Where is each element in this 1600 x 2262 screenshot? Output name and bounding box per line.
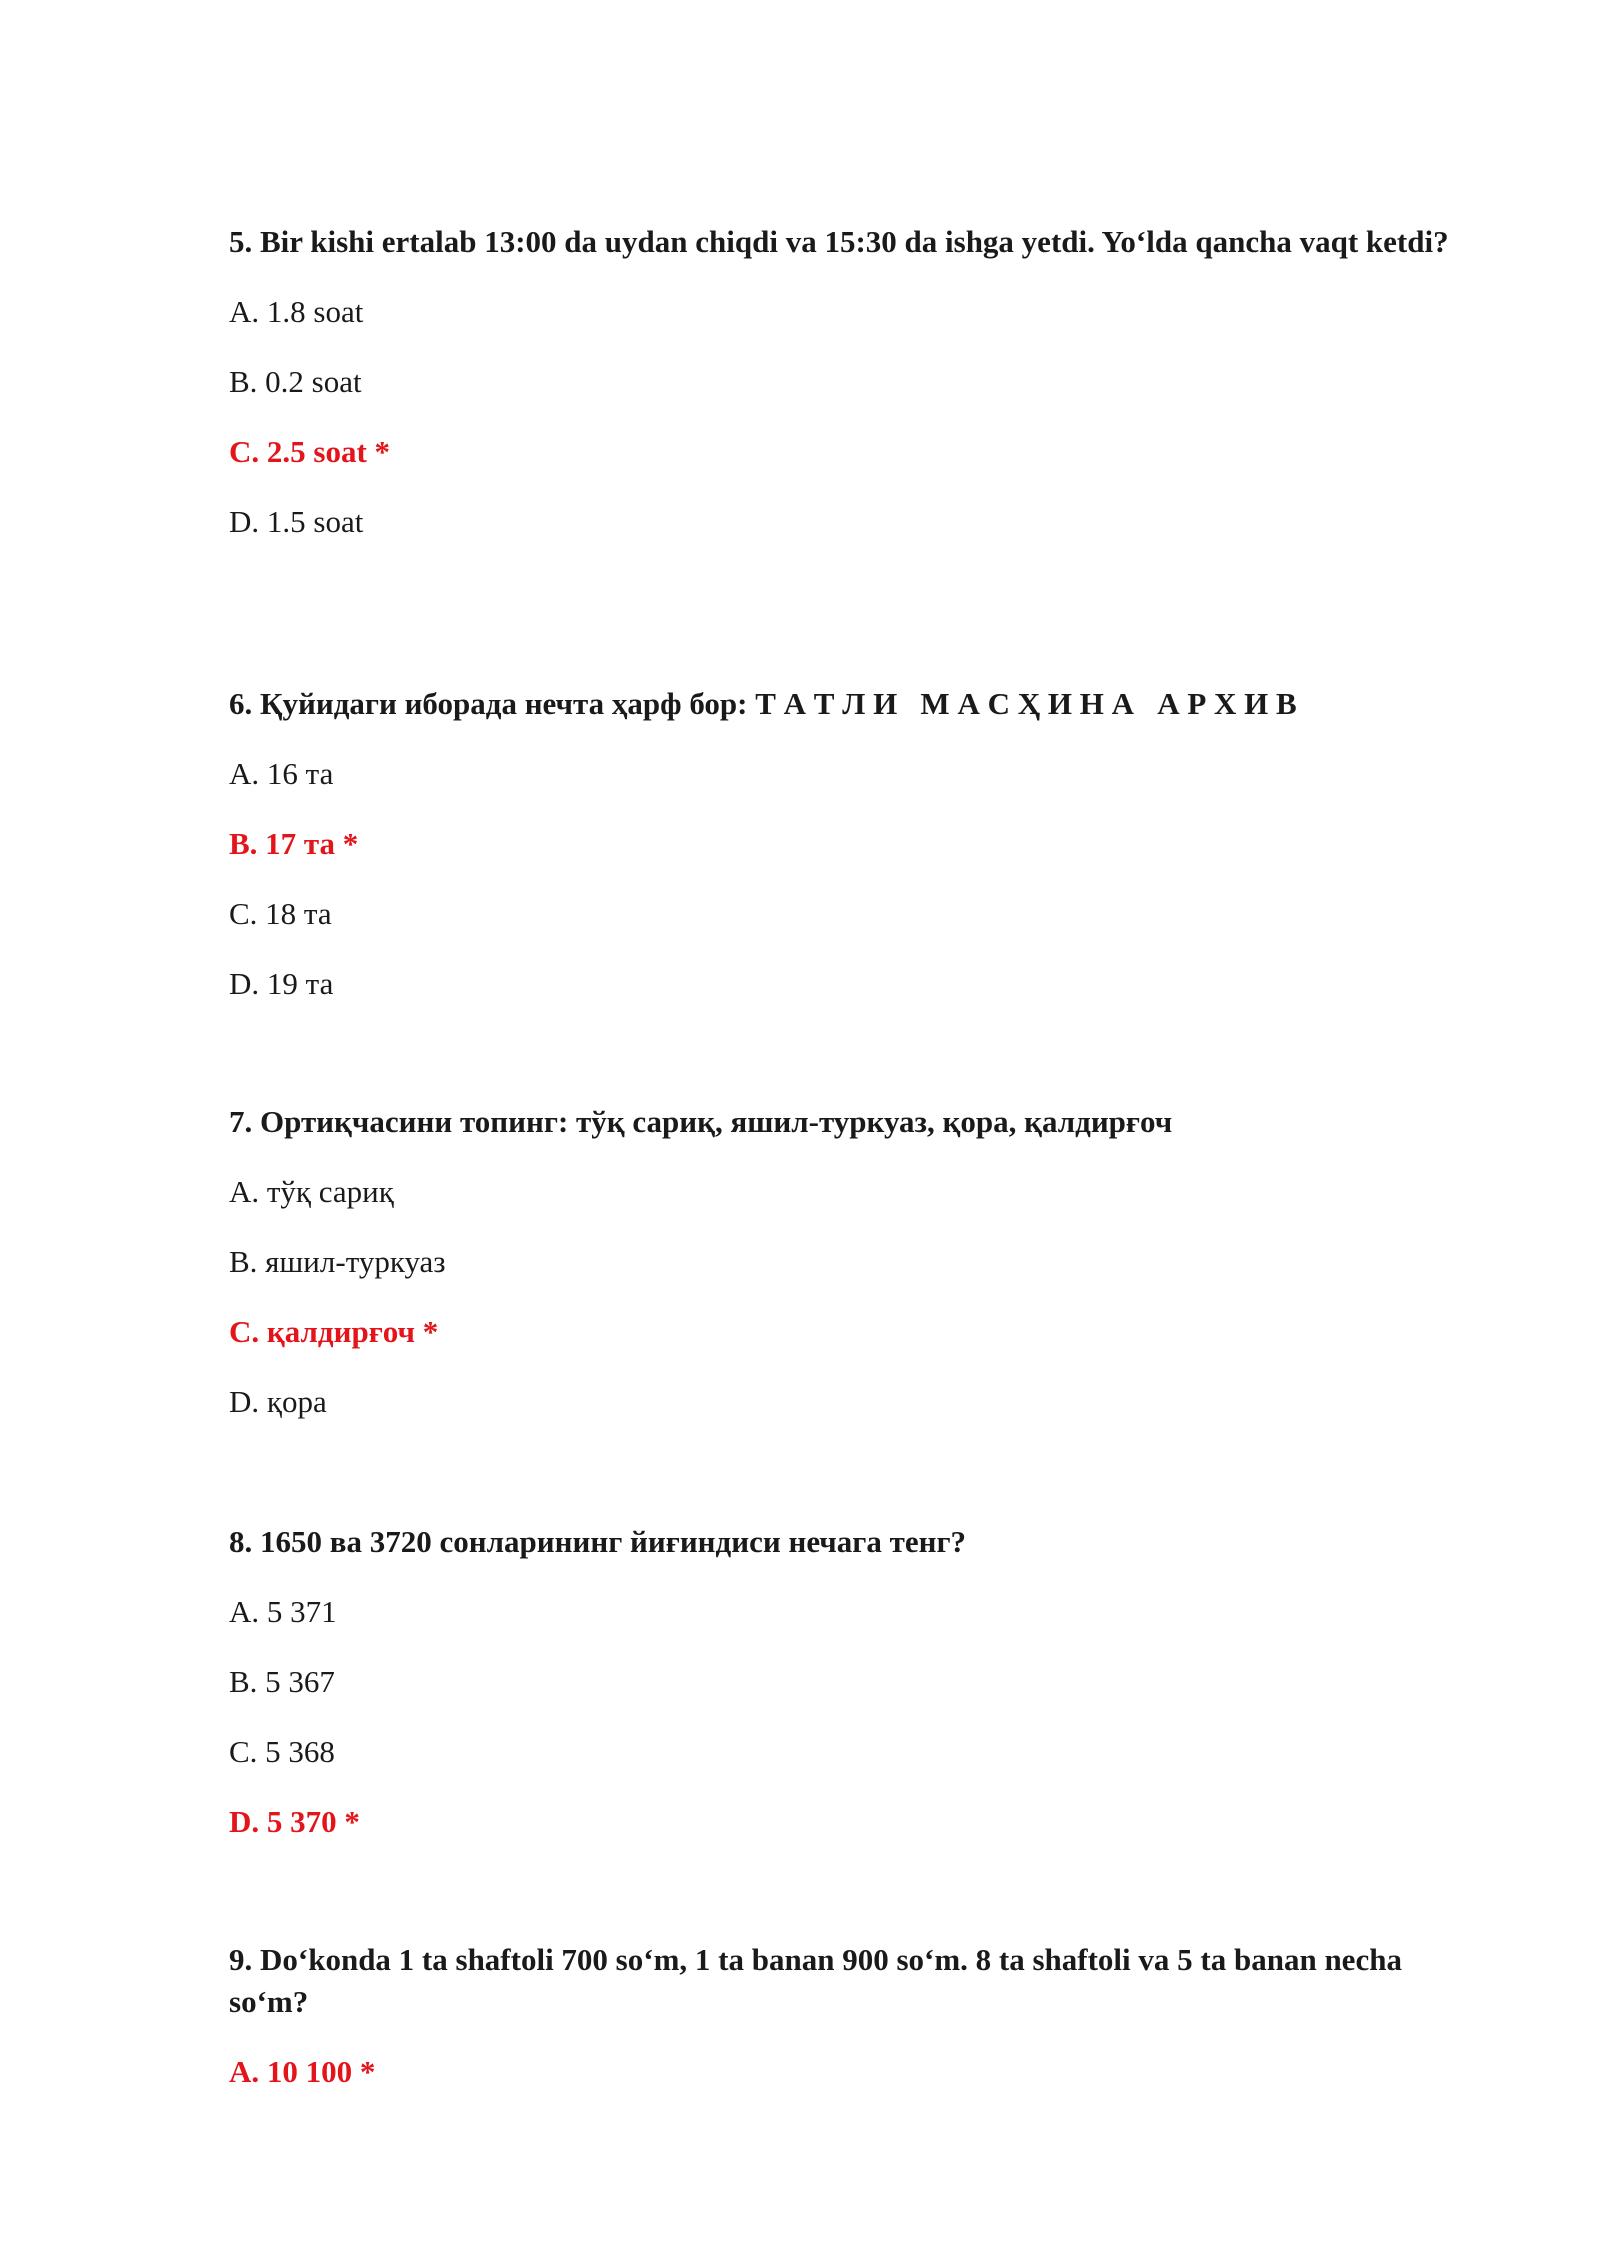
answer-option: C. 18 та bbox=[229, 896, 332, 931]
correct-answer-option: C. қалдирғоч * bbox=[229, 1314, 439, 1349]
correct-answer-option: A. 10 100 * bbox=[229, 2054, 376, 2089]
question-9 bbox=[229, 1939, 1469, 2093]
answer-option: A. 16 та bbox=[229, 756, 334, 791]
answer-option: C. 5 368 bbox=[229, 1734, 335, 1769]
question-6 bbox=[229, 683, 1469, 1005]
answer-option: D. 19 та bbox=[229, 966, 334, 1001]
correct-answer-option: B. 17 та * bbox=[229, 826, 359, 861]
correct-answer-option: C. 2.5 soat * bbox=[229, 434, 391, 469]
question-text: 8. 1650 ва 3720 сонларининг йиғиндиси нечага тенг? bbox=[229, 1524, 967, 1559]
question-5 bbox=[229, 221, 1469, 543]
question-8 bbox=[229, 1521, 1469, 1843]
answer-option: B. 5 367 bbox=[229, 1664, 335, 1699]
question-text: 6. Қуйидаги иборада нечта ҳарф бор: Т А Т Л И М А С Ҳ И Н А А Р Х И В bbox=[229, 686, 1297, 721]
question-text: 5. Bir kishi ertalab 13:00 da uydan chiqdi va 15:30 da ishga yetdi. Yo‘lda qancha vaqt ketdi? bbox=[229, 224, 1449, 259]
question-7 bbox=[229, 1101, 1469, 1423]
answer-option: D. қора bbox=[229, 1384, 327, 1419]
answer-option: A. 1.8 soat bbox=[229, 294, 364, 329]
answer-option: B. яшил-туркуаз bbox=[229, 1244, 446, 1279]
answer-option: A. тўқ сариқ bbox=[229, 1174, 394, 1209]
question-text: 9. Do‘konda 1 ta shaftoli 700 so‘m, 1 ta banan 900 so‘m. 8 ta shaftoli va 5 ta banan necha so‘m? bbox=[229, 1942, 1402, 2019]
answer-option: D. 1.5 soat bbox=[229, 504, 364, 539]
answer-option: B. 0.2 soat bbox=[229, 364, 362, 399]
question-text: 7. Ортиқчасини топинг: тўқ сариқ, яшил-туркуаз, қора, қалдирғоч bbox=[229, 1104, 1173, 1139]
correct-answer-option: D. 5 370 * bbox=[229, 1804, 360, 1839]
answer-option: A. 5 371 bbox=[229, 1594, 337, 1629]
